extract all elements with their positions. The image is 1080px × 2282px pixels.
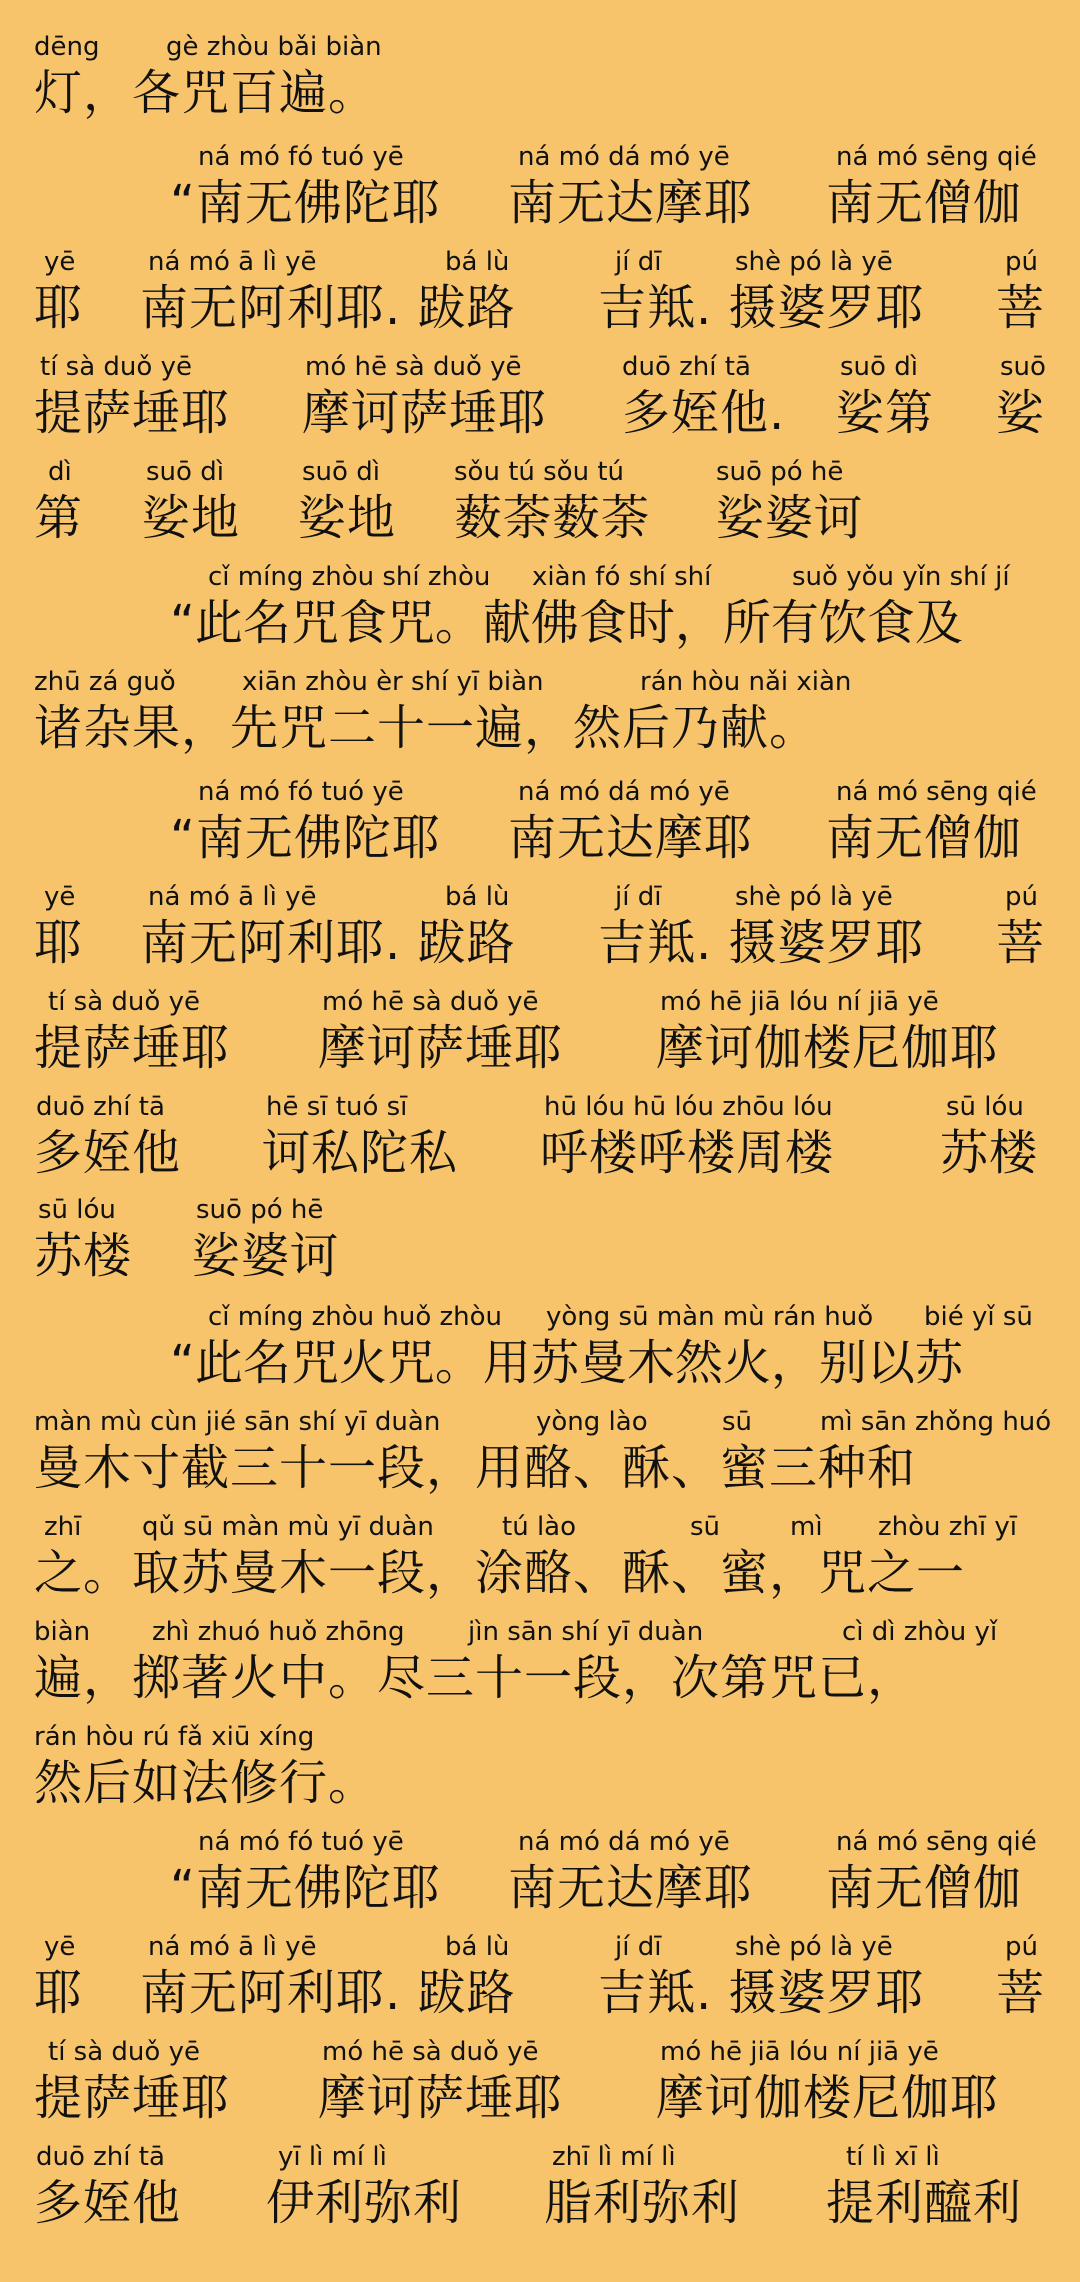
verse-line <box>0 665 1080 770</box>
hanzi-text: 苏楼 <box>34 1228 133 1284</box>
pinyin-annotation: ná mó sēng qié <box>836 142 1037 172</box>
pinyin-annotation: zhī <box>44 1512 82 1542</box>
pinyin-annotation: suō pó hē <box>196 1195 324 1225</box>
hanzi-text: 耶 <box>34 1965 84 2021</box>
pinyin-annotation: bá lù <box>445 247 510 277</box>
hanzi-text: 灯，各咒百遍。 <box>34 65 378 121</box>
pinyin-annotation: ná mó fó tuó yē <box>198 777 404 807</box>
pinyin-annotation: tí sà duǒ yē <box>40 352 192 382</box>
hanzi-text: 菩 <box>996 915 1046 971</box>
pinyin-annotation: rán hòu nǎi xiàn <box>640 667 852 697</box>
pinyin-annotation: ná mó ā lì yē <box>148 247 317 277</box>
pinyin-annotation: ná mó dá mó yē <box>518 1827 730 1857</box>
pinyin-annotation: bá lù <box>445 882 510 912</box>
hanzi-text: 多姪他 <box>34 1125 182 1181</box>
pinyin-annotation: xiàn fó shí shí <box>532 562 712 592</box>
pinyin-annotation: pú <box>1005 247 1038 277</box>
hanzi-text: 摩诃萨埵耶 <box>318 1020 564 1076</box>
pinyin-annotation: ná mó dá mó yē <box>518 777 730 807</box>
hanzi-text: 吉羝. 摄婆罗耶 <box>598 915 925 971</box>
pinyin-annotation: duō zhí tā <box>36 2142 165 2172</box>
pinyin-annotation: ná mó dá mó yē <box>518 142 730 172</box>
verse-line <box>0 1300 1080 1405</box>
pinyin-annotation: tí lì xī lì <box>846 2142 940 2172</box>
hanzi-text: 遍，掷著火中。尽三十一段，次第咒已， <box>34 1650 917 1706</box>
pinyin-annotation: ná mó fó tuó yē <box>198 142 404 172</box>
pinyin-annotation: yòng lào <box>536 1407 648 1437</box>
verse-line <box>0 2140 1080 2245</box>
pinyin-annotation: yòng sū màn mù rán huǒ <box>546 1302 874 1332</box>
pinyin-annotation: yē <box>44 247 76 277</box>
pinyin-annotation: cǐ míng zhòu huǒ zhòu <box>208 1302 502 1332</box>
pinyin-annotation: sǒu tú sǒu tú <box>454 457 625 487</box>
pinyin-annotation: jí dī <box>615 1932 662 1962</box>
pinyin-annotation: suō dì <box>302 457 380 487</box>
pinyin-annotation: suō <box>1000 352 1046 382</box>
pinyin-annotation: zhū zá guǒ <box>34 667 176 697</box>
pinyin-annotation: ná mó ā lì yē <box>148 1932 317 1962</box>
hanzi-text: 摩诃萨埵耶 <box>318 2070 564 2126</box>
hanzi-text: 曼木寸截三十一段，用酪、酥、蜜三种和 <box>34 1440 917 1496</box>
pinyin-annotation: jí dī <box>615 247 662 277</box>
verse-line <box>0 880 1080 985</box>
pinyin-annotation: tí sà duǒ yē <box>48 987 200 1017</box>
hanzi-text: 南无僧伽 <box>826 810 1023 866</box>
pinyin-annotation: dì <box>48 457 72 487</box>
hanzi-text: 娑婆诃 <box>192 1228 340 1284</box>
hanzi-text: “南无佛陀耶 <box>170 175 441 231</box>
hanzi-text: 南无阿利耶. 跋路 <box>140 915 516 971</box>
verse-line <box>0 140 1080 245</box>
hanzi-text: 多姪他 <box>34 2175 182 2231</box>
pinyin-annotation: tú lào <box>502 1512 577 1542</box>
verse-line <box>0 1193 1080 1298</box>
pinyin-annotation: suō dì <box>146 457 224 487</box>
pinyin-annotation: ná mó sēng qié <box>836 1827 1037 1857</box>
hanzi-text: 摩诃萨埵耶 <box>302 385 548 441</box>
pinyin-annotation: mì sān zhǒng huó <box>820 1407 1052 1437</box>
pinyin-annotation: shè pó là yē <box>735 1932 893 1962</box>
pinyin-annotation: rán hòu rú fǎ xiū xíng <box>34 1722 315 1752</box>
hanzi-text: 摩诃伽楼尼伽耶 <box>656 2070 1000 2126</box>
verse-line <box>0 1615 1080 1720</box>
pinyin-annotation: zhì zhuó huǒ zhōng <box>152 1617 405 1647</box>
verse-line <box>0 1405 1080 1510</box>
pinyin-annotation: yē <box>44 882 76 912</box>
hanzi-text: 娑 <box>996 385 1046 441</box>
hanzi-text: 娑第 <box>836 385 935 441</box>
verse-line <box>0 245 1080 350</box>
hanzi-text: 诃私陀私 <box>262 1125 459 1181</box>
hanzi-text: 吉羝. 摄婆罗耶 <box>598 1965 925 2021</box>
hanzi-text: 南无阿利耶. 跋路 <box>140 280 516 336</box>
pinyin-annotation: sū <box>722 1407 753 1437</box>
hanzi-text: 苏楼 <box>940 1125 1039 1181</box>
verse-line <box>0 350 1080 455</box>
hanzi-text: 娑地 <box>142 490 241 546</box>
hanzi-text: 南无阿利耶. 跋路 <box>140 1965 516 2021</box>
pinyin-annotation: suō dì <box>840 352 918 382</box>
hanzi-text: 提利醯利 <box>826 2175 1023 2231</box>
pinyin-annotation: mó hē jiā lóu ní jiā yē <box>660 987 939 1017</box>
pinyin-annotation: yī lì mí lì <box>278 2142 387 2172</box>
pinyin-annotation: cì dì zhòu yǐ <box>842 1617 998 1647</box>
pinyin-annotation: mó hē sà duǒ yē <box>305 352 522 382</box>
hanzi-text: 菩 <box>996 280 1046 336</box>
hanzi-text: 南无达摩耶 <box>508 810 754 866</box>
pinyin-annotation: mó hē jiā lóu ní jiā yē <box>660 2037 939 2067</box>
pinyin-annotation: yē <box>44 1932 76 1962</box>
hanzi-text: “此名咒火咒。用苏曼木然火，别以苏 <box>170 1335 963 1391</box>
hanzi-text: 多姪他. <box>622 385 786 441</box>
pinyin-annotation: bié yǐ sū <box>924 1302 1033 1332</box>
pinyin-annotation: jìn sān shí yī duàn <box>468 1617 704 1647</box>
hanzi-text: 提萨埵耶 <box>34 1020 231 1076</box>
verse-line <box>0 1510 1080 1615</box>
pinyin-annotation: duō zhí tā <box>622 352 751 382</box>
hanzi-text: “南无佛陀耶 <box>170 810 441 866</box>
verse-line <box>0 560 1080 665</box>
hanzi-text: 南无僧伽 <box>826 175 1023 231</box>
pinyin-annotation: cǐ míng zhòu shí zhòu <box>208 562 491 592</box>
hanzi-text: 第 <box>34 490 84 546</box>
hanzi-text: 伊利弥利 <box>266 2175 463 2231</box>
hanzi-text: 脂利弥利 <box>544 2175 741 2231</box>
hanzi-text: 耶 <box>34 280 84 336</box>
pinyin-annotation: mì <box>790 1512 823 1542</box>
pinyin-annotation: qǔ sū màn mù yī duàn <box>142 1512 434 1542</box>
pinyin-annotation: tí sà duǒ yē <box>48 2037 200 2067</box>
verse-line <box>0 455 1080 560</box>
verse-line <box>0 775 1080 880</box>
hanzi-text: 摩诃伽楼尼伽耶 <box>656 1020 1000 1076</box>
pinyin-annotation: shè pó là yē <box>735 247 893 277</box>
verse-line <box>0 1090 1080 1195</box>
pinyin-annotation: gè zhòu bǎi biàn <box>166 32 382 62</box>
pinyin-annotation: suō pó hē <box>716 457 844 487</box>
hanzi-text: 呼楼呼楼周楼 <box>540 1125 835 1181</box>
hanzi-text: 南无僧伽 <box>826 1860 1023 1916</box>
pinyin-annotation: suǒ yǒu yǐn shí jí <box>792 562 1010 592</box>
hanzi-text: 娑婆诃 <box>716 490 864 546</box>
hanzi-text: 然后如法修行。 <box>34 1755 378 1811</box>
pinyin-annotation: bá lù <box>445 1932 510 1962</box>
pinyin-annotation: biàn <box>34 1617 91 1647</box>
pinyin-annotation: mó hē sà duǒ yē <box>322 2037 539 2067</box>
pinyin-annotation: ná mó ā lì yē <box>148 882 317 912</box>
pinyin-annotation: hū lóu hū lóu zhōu lóu <box>544 1092 833 1122</box>
pinyin-annotation: pú <box>1005 1932 1038 1962</box>
pinyin-annotation: mó hē sà duǒ yē <box>322 987 539 1017</box>
hanzi-text: 南无达摩耶 <box>508 1860 754 1916</box>
hanzi-text: 吉羝. 摄婆罗耶 <box>598 280 925 336</box>
pinyin-annotation: dēng <box>34 32 100 62</box>
hanzi-text: 耶 <box>34 915 84 971</box>
hanzi-text: “此名咒食咒。献佛食时，所有饮食及 <box>170 595 963 651</box>
pinyin-annotation: sū lóu <box>38 1195 116 1225</box>
pinyin-annotation: ná mó fó tuó yē <box>198 1827 404 1857</box>
pinyin-annotation: hē sī tuó sī <box>266 1092 408 1122</box>
hanzi-text: 薮荼薮荼 <box>454 490 651 546</box>
pinyin-annotation: zhī lì mí lì <box>552 2142 676 2172</box>
pinyin-annotation: sū lóu <box>946 1092 1024 1122</box>
verse-line <box>0 985 1080 1090</box>
hanzi-text: 菩 <box>996 1965 1046 2021</box>
pinyin-annotation: sū <box>690 1512 721 1542</box>
verse-line <box>0 30 1080 135</box>
hanzi-text: 娑地 <box>298 490 397 546</box>
hanzi-text: 提萨埵耶 <box>34 2070 231 2126</box>
pinyin-annotation: ná mó sēng qié <box>836 777 1037 807</box>
hanzi-text: 诸杂果，先咒二十一遍，然后乃献。 <box>34 700 819 756</box>
verse-line <box>0 2035 1080 2140</box>
verse-line <box>0 1930 1080 2035</box>
pinyin-annotation: shè pó là yē <box>735 882 893 912</box>
pinyin-annotation: zhòu zhī yī <box>878 1512 1018 1542</box>
verse-line <box>0 1825 1080 1930</box>
pinyin-annotation: jí dī <box>615 882 662 912</box>
pinyin-annotation: duō zhí tā <box>36 1092 165 1122</box>
hanzi-text: “南无佛陀耶 <box>170 1860 441 1916</box>
hanzi-text: 提萨埵耶 <box>34 385 231 441</box>
pinyin-annotation: màn mù cùn jié sān shí yī duàn <box>34 1407 441 1437</box>
pinyin-annotation: xiān zhòu èr shí yī biàn <box>242 667 544 697</box>
verse-line <box>0 1720 1080 1825</box>
pinyin-annotation: pú <box>1005 882 1038 912</box>
hanzi-text: 之。取苏曼木一段，涂酪、酥、蜜，咒之一 <box>34 1545 966 1601</box>
hanzi-text: 南无达摩耶 <box>508 175 754 231</box>
